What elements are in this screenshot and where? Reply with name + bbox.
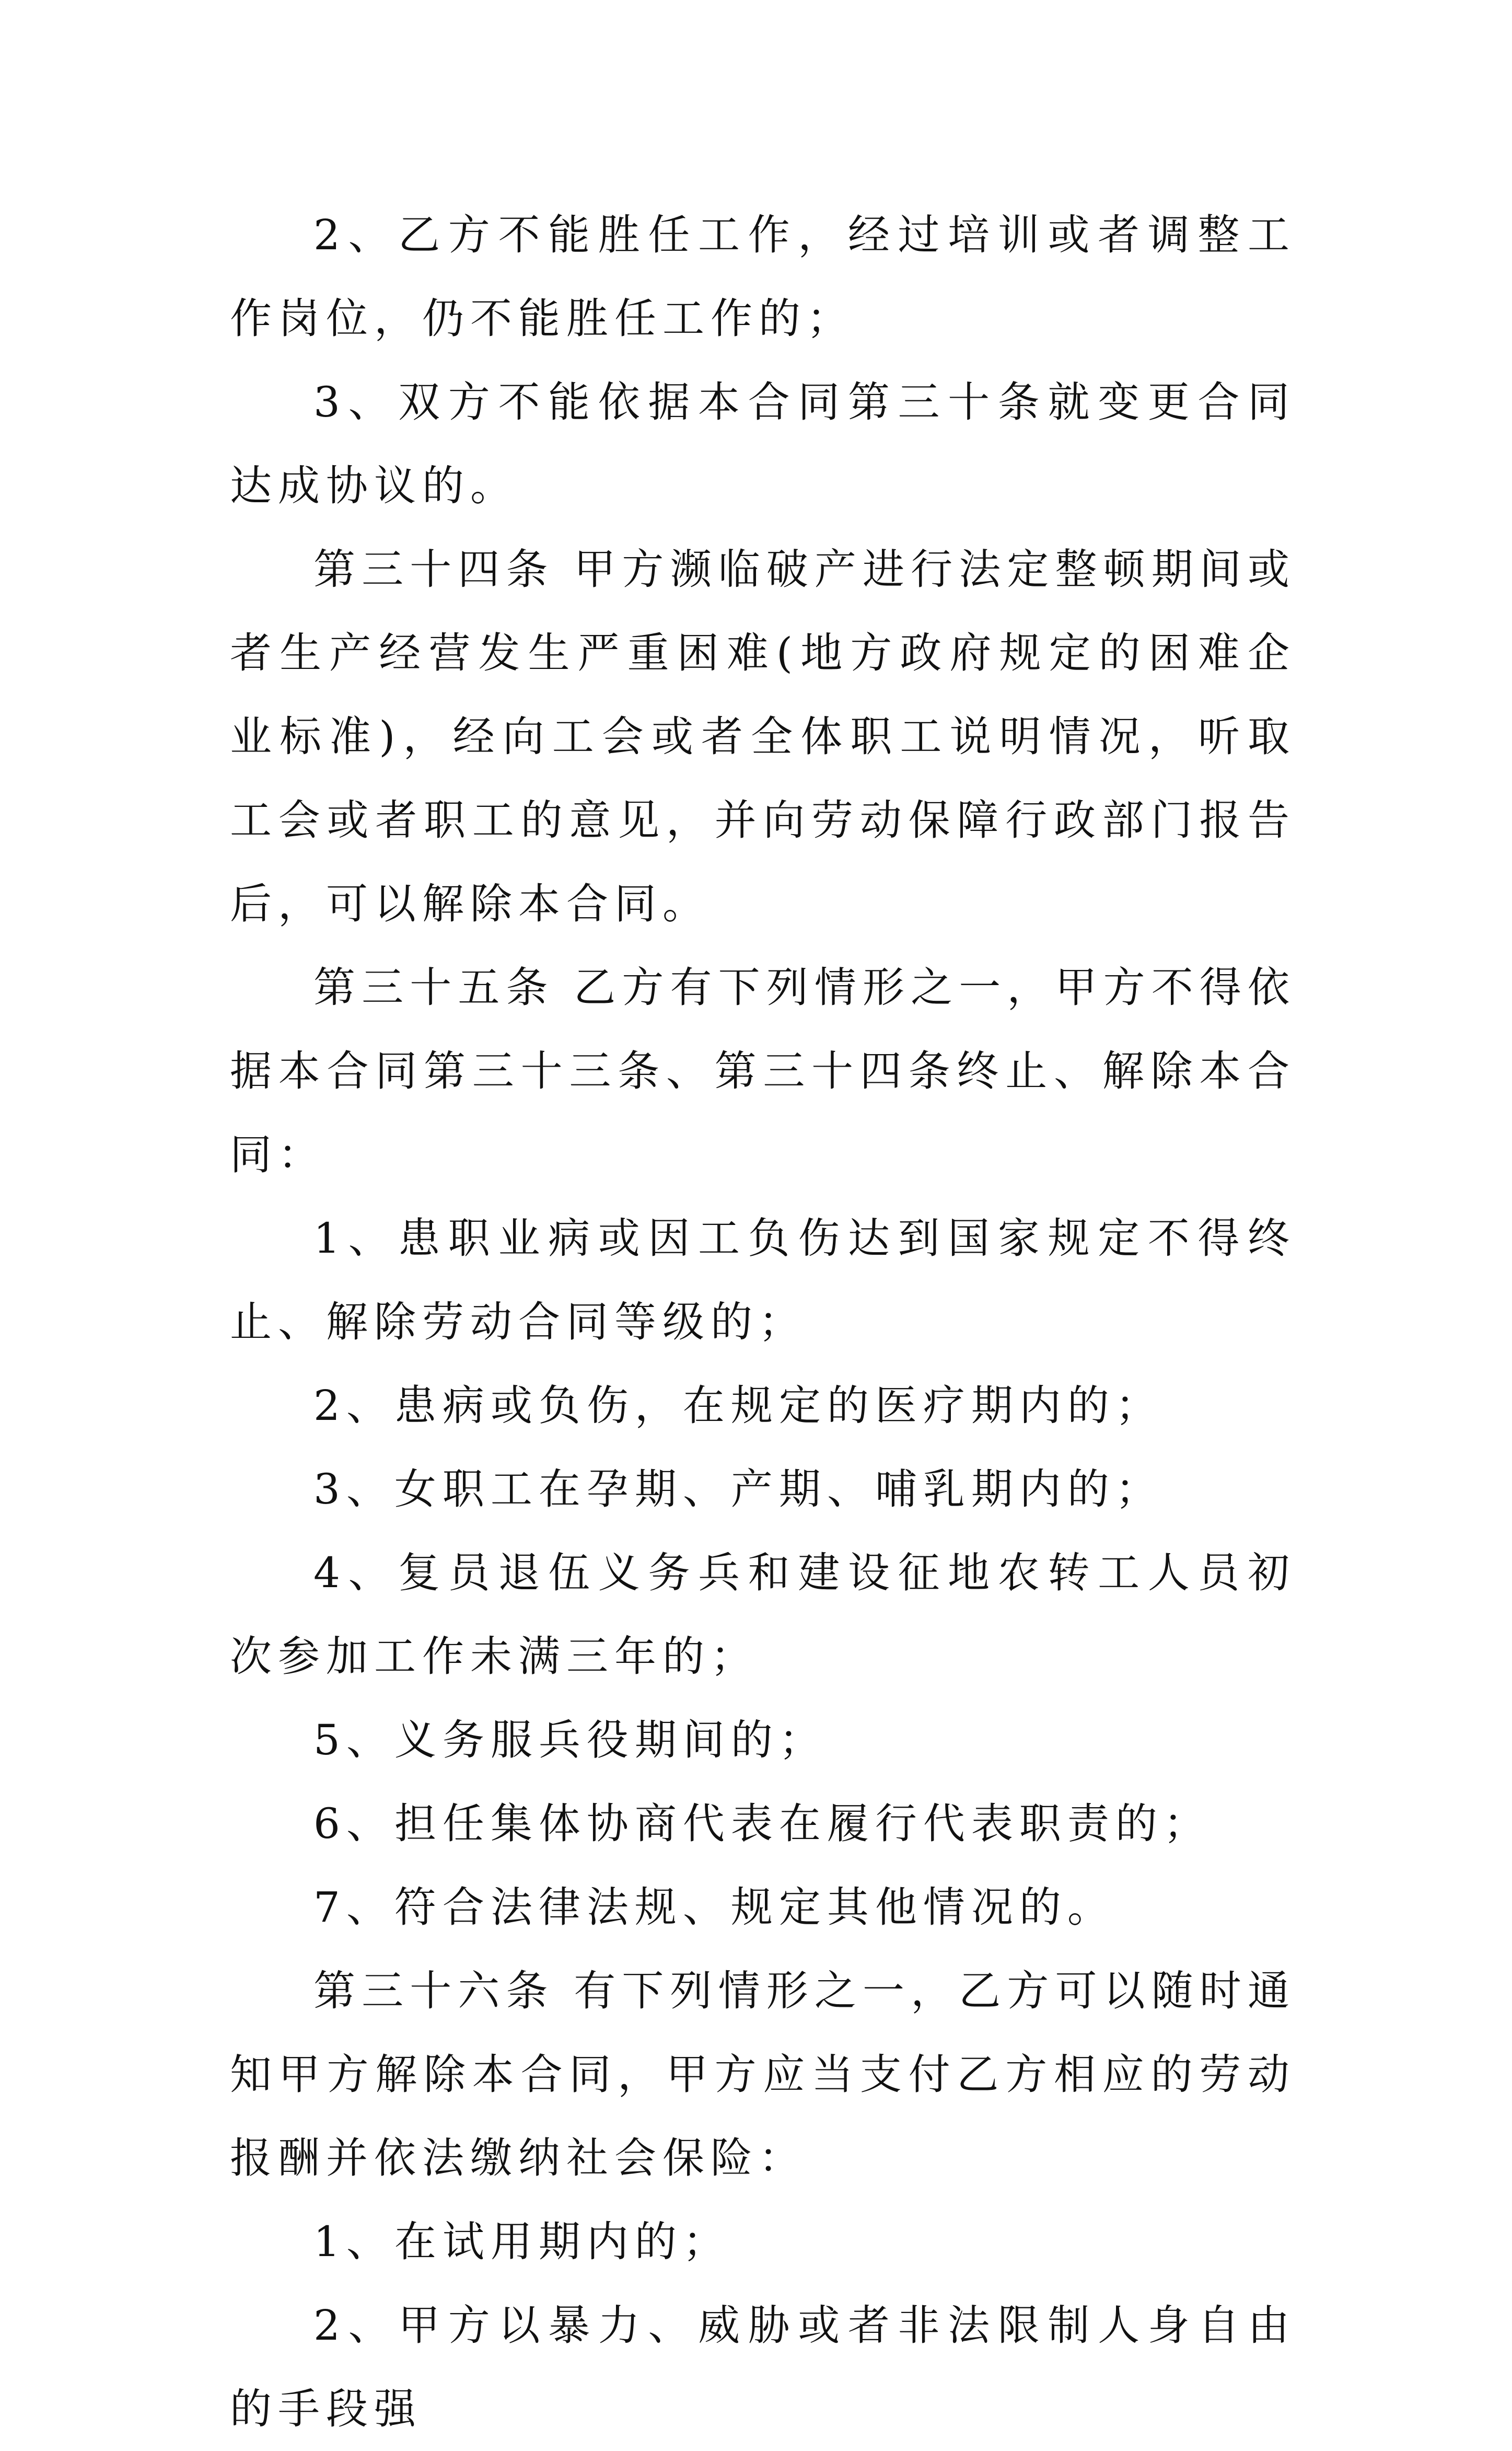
paragraph: 1、患职业病或因工负伤达到国家规定不得终止、解除劳动合同等级的； — [230, 1214, 1296, 1346]
paragraph: 3、女职工在孕期、产期、哺乳期内的； — [313, 1465, 1164, 1513]
paragraph: 4、复员退伍义务兵和建设征地农转工人员初次参加工作未满三年的； — [230, 1548, 1296, 1681]
paragraph: 第三十四条 甲方濒临破产进行法定整顿期间或者生产经营发生严重困难(地方政府规定的困难企业标准)，经向工会或者全体职工说明情况，听取工会或者职工的意见，并向劳动保障行政部门报告后，可以解除本合同。 — [230, 545, 1296, 928]
paragraph: 1、在试用期内的； — [313, 2217, 731, 2266]
paragraph: 7、符合法律法规、规定其他情况的。 — [313, 1883, 1115, 1932]
paragraph: 第三十六条 有下列情形之一，乙方可以随时通知甲方解除本合同，甲方应当支付乙方相应的劳动报酬并依法缴纳社会保险： — [230, 1967, 1296, 2182]
document-body — [230, 193, 1296, 2451]
paragraph: 2、乙方不能胜任工作，经过培训或者调整工作岗位，仍不能胜任工作的； — [230, 211, 1296, 343]
paragraph: 2、患病或负伤，在规定的医疗期内的； — [313, 1381, 1164, 1430]
paragraph: 5、义务服兵役期间的； — [313, 1716, 827, 1764]
paragraph: 6、担任集体协商代表在履行代表职责的； — [313, 1799, 1212, 1848]
paragraph: 2、甲方以暴力、威胁或者非法限制人身自由的手段强 — [230, 2301, 1296, 2433]
paragraph: 3、双方不能依据本合同第三十条就变更合同达成协议的。 — [230, 378, 1296, 510]
paragraph: 第三十五条 乙方有下列情形之一，甲方不得依据本合同第三十三条、第三十四条终止、解除本合同： — [230, 963, 1296, 1179]
